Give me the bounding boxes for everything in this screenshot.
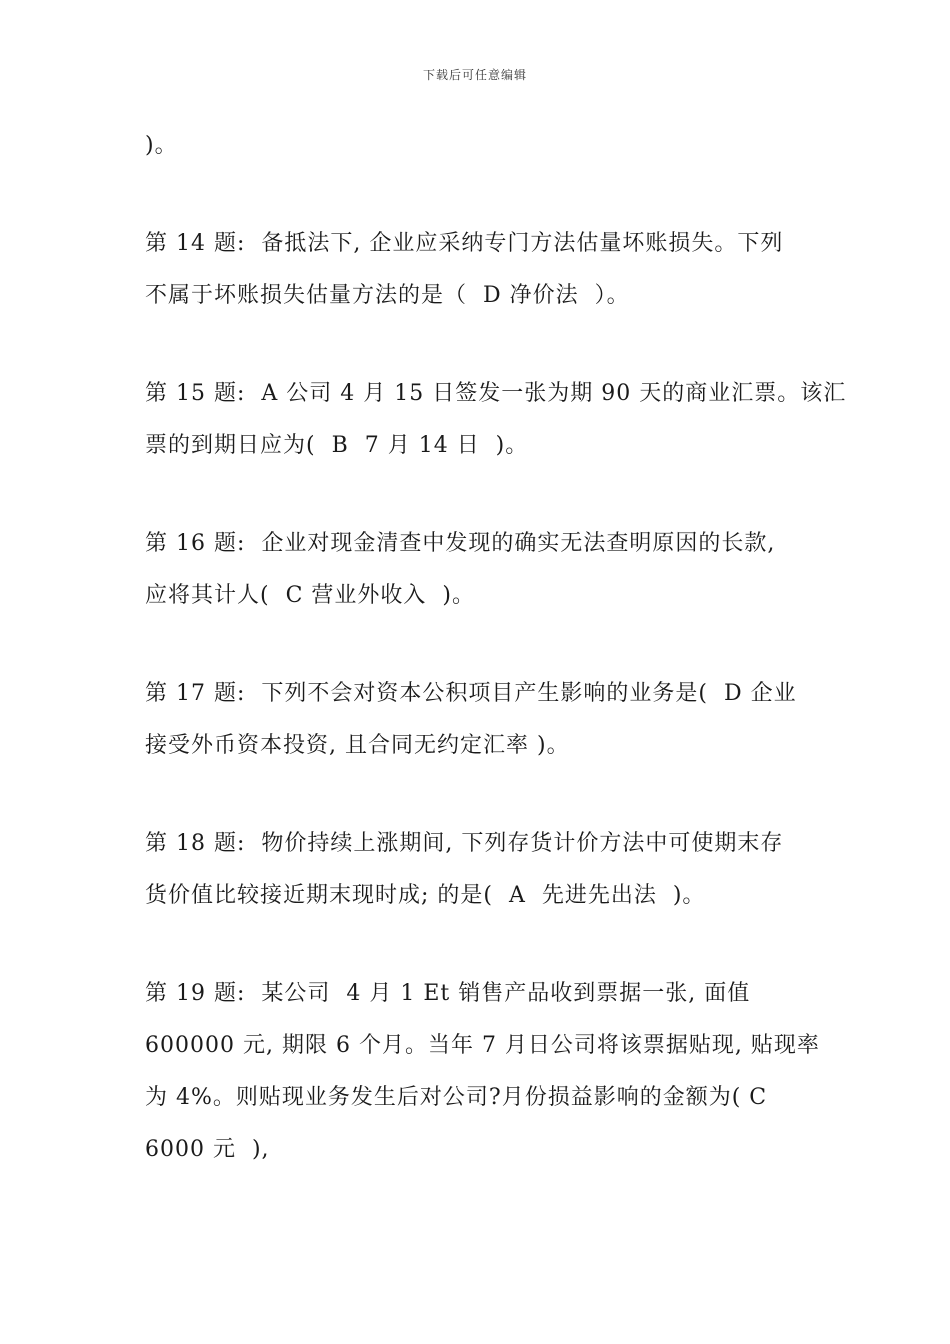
question-19 bbox=[145, 968, 820, 1176]
text-line: 票的到期日应为( B 7 月 14 日 )。 bbox=[145, 433, 529, 458]
question-17 bbox=[145, 668, 815, 772]
question-18 bbox=[145, 818, 815, 922]
text-line: 应将其计人( C 营业外收入 )。 bbox=[145, 583, 475, 608]
text-line: 第 15 题: A 公司 4 月 15 日签发一张为期 90 天的商业汇票。该汇 bbox=[145, 381, 847, 406]
document-body bbox=[145, 120, 847, 1176]
text-line: )。 bbox=[145, 133, 178, 158]
question-15 bbox=[145, 368, 847, 472]
question-14 bbox=[145, 218, 815, 322]
text-line: 第 17 题: 下列不会对资本公积项目产生影响的业务是( D 企业 bbox=[145, 681, 797, 706]
text-line: 为 4%。则贴现业务发生后对公司?月份损益影响的金额为( C bbox=[145, 1085, 768, 1110]
page-header: 下载后可任意编辑 bbox=[422, 68, 527, 82]
text-line: 第 16 题: 企业对现金清查中发现的确实无法查明原因的长款, bbox=[145, 531, 776, 556]
text-line: 第 19 题: 某公司 4 月 1 Et 销售产品收到票据一张, 面值 bbox=[145, 981, 751, 1006]
text-line: 货价值比较接近期末现时成; 的是( A 先进先出法 )。 bbox=[145, 883, 706, 908]
text-line: 第 18 题: 物价持续上涨期间, 下列存货计价方法中可使期末存 bbox=[145, 831, 784, 856]
text-line: 6000 元 ), bbox=[145, 1137, 270, 1162]
text-line: 600000 元, 期限 6 个月。当年 7 月日公司将该票据贴现, 贴现率 bbox=[145, 1033, 820, 1058]
text-line: 不属于坏账损失估量方法的是（ D 净价法 ）。 bbox=[145, 283, 630, 308]
text-line: 接受外币资本投资, 且合同无约定汇率 )。 bbox=[145, 733, 570, 758]
paragraph-fragment bbox=[145, 120, 815, 172]
question-16 bbox=[145, 518, 815, 622]
text-line: 第 14 题: 备抵法下, 企业应采纳专门方法估量坏账损失。下列 bbox=[145, 231, 784, 256]
